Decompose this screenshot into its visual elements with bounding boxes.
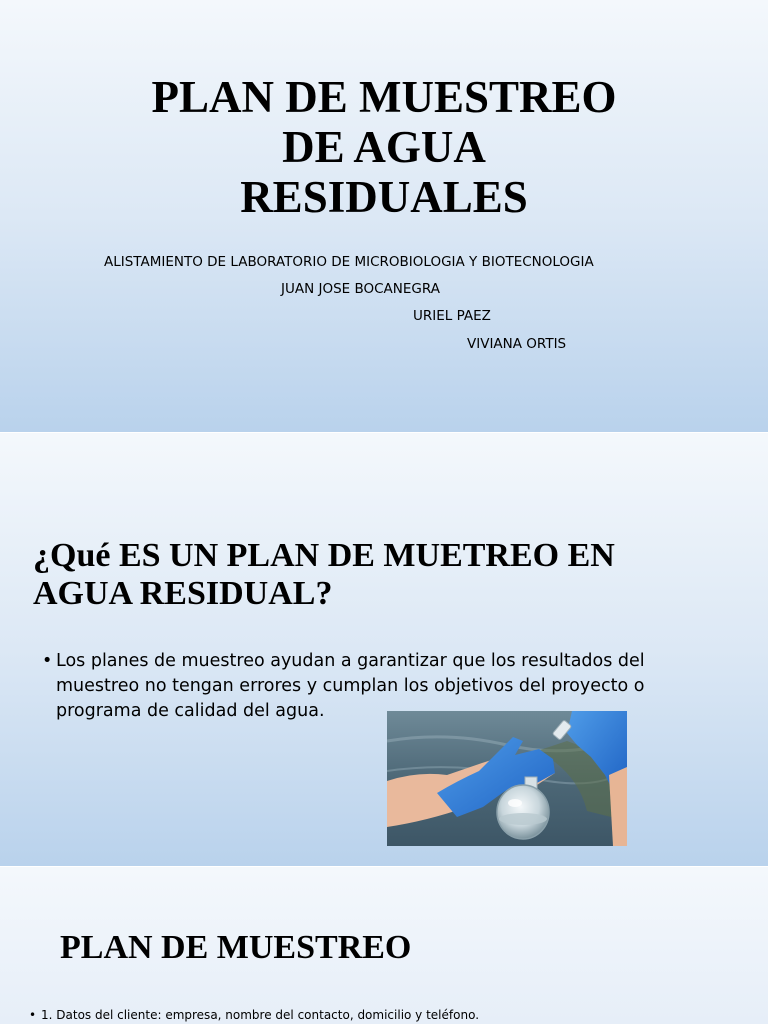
author-name: JUAN JOSE BOCANEGRA xyxy=(281,281,440,297)
author-name: VIVIANA ORTIS xyxy=(467,336,567,352)
plan-slide xyxy=(0,867,768,1024)
definition-slide xyxy=(0,433,768,866)
bullet-item: • 1. Datos del cliente: empresa, nombre del contacto, domicilio y teléfono. xyxy=(29,1007,729,1023)
photo-illustration xyxy=(387,711,627,846)
title-line: DE AGUA xyxy=(282,122,486,172)
heading-line: ¿Qué ES UN PLAN DE MUETREO EN xyxy=(33,537,615,574)
title-slide xyxy=(0,0,768,432)
title-line: PLAN DE MUESTREO xyxy=(151,72,617,122)
presentation-title xyxy=(84,72,684,222)
title-line: RESIDUALES xyxy=(240,172,528,222)
bullet-item: • Los planes de muestreo ayudan a garantizar que los resultados del muestreo no tengan errores y cumplan los objetivos del proyecto o programa de calidad del agua. xyxy=(42,649,702,724)
heading-line: AGUA RESIDUAL? xyxy=(33,575,333,612)
gloved-hands-water-sample-flask-photo xyxy=(387,711,627,846)
slide-heading xyxy=(33,537,683,613)
subtitle-course: ALISTAMIENTO DE LABORATORIO DE MICROBIOLOGIA Y BIOTECNOLOGIA xyxy=(104,254,594,270)
slide-heading: PLAN DE MUESTREO xyxy=(60,929,412,966)
bullet-list xyxy=(29,1007,729,1023)
author-name: URIEL PAEZ xyxy=(413,308,491,324)
